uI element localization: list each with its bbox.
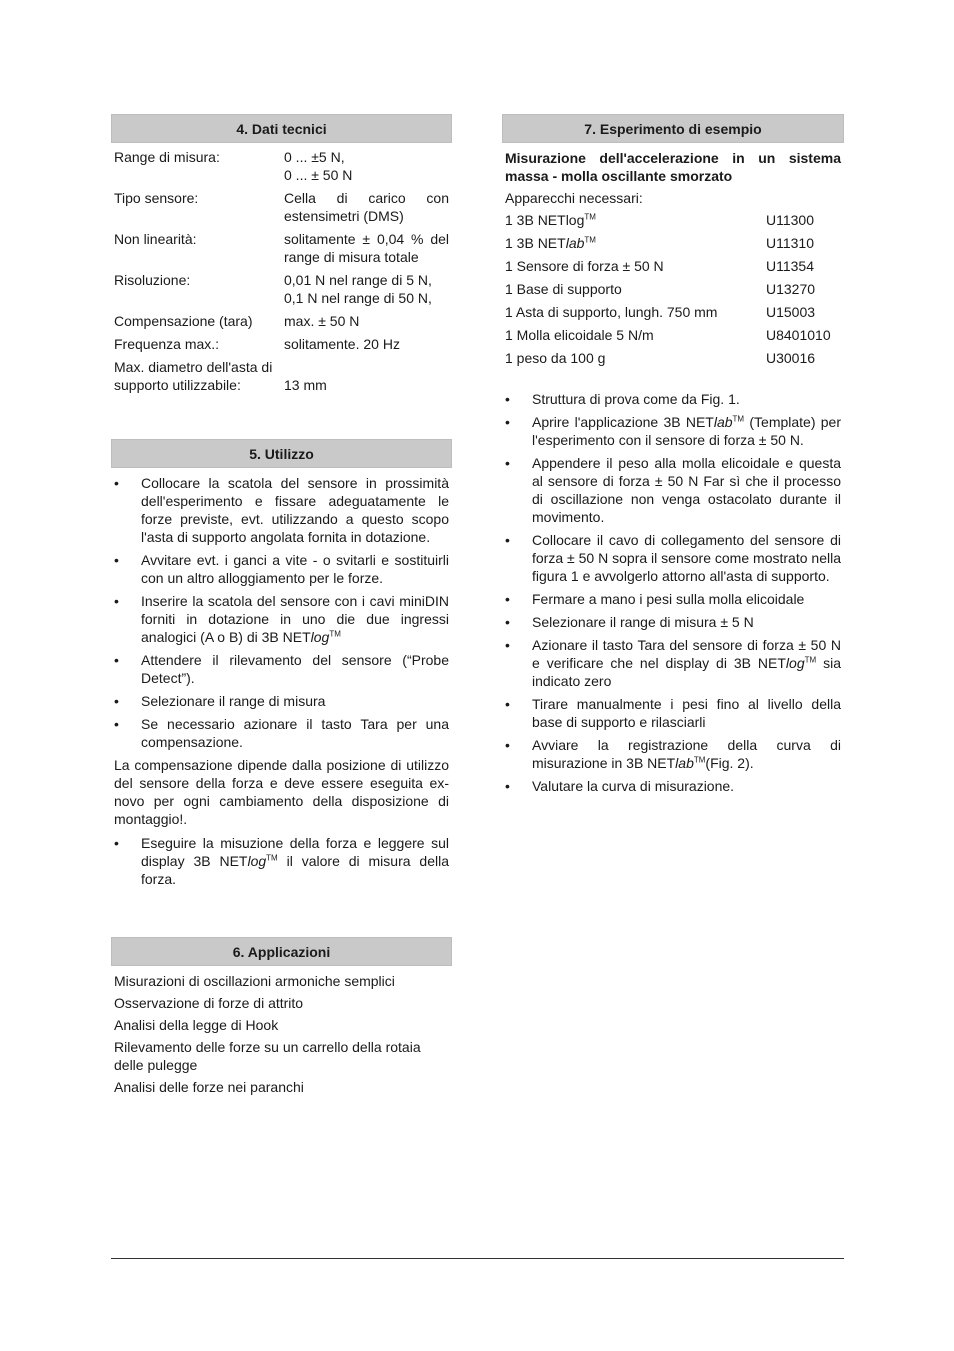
table-row bbox=[111, 271, 452, 312]
equipment-code: U11354 bbox=[766, 258, 815, 274]
spec-value-line: 0,01 N nel range di 5 N, bbox=[284, 272, 432, 288]
list-item: • Struttura di prova come da Fig. 1. bbox=[502, 390, 844, 408]
equipment-name: 1 peso da 100 g bbox=[505, 350, 606, 366]
equipment-table bbox=[502, 211, 844, 372]
list-item: • Fermare a mano i pesi sulla molla elicoidale bbox=[502, 590, 844, 608]
spec-value: solitamente. 20 Hz bbox=[284, 336, 400, 352]
equipment-code: U13270 bbox=[766, 281, 816, 297]
list-item: • Collocare il cavo di collegamento del sensore di forza ± 50 N sopra il sensore come mostrato nella figura 1 e avvolgerlo attorno all'asta di supporto. bbox=[502, 531, 844, 585]
equipment-name: 1 Sensore di forza ± 50 N bbox=[505, 258, 664, 274]
footer-divider bbox=[111, 1258, 844, 1259]
spec-label: Risoluzione: bbox=[114, 272, 191, 288]
spec-label: Range di misura: bbox=[114, 149, 220, 165]
equipment-heading: Apparecchi necessari: bbox=[505, 190, 643, 206]
spec-value bbox=[281, 148, 452, 189]
trademark-mark: TM bbox=[584, 235, 596, 245]
trademark-mark: TM bbox=[329, 629, 341, 639]
spec-label: Compensazione (tara) bbox=[114, 313, 253, 329]
list-item: • Appendere il peso alla molla elicoidale e questa al sensore di forza ± 50 N Far sì che il processo di oscillazione non venga ostacolato durante il movimento. bbox=[502, 454, 844, 526]
list-item: Misurazioni di oscillazioni armoniche semplici bbox=[114, 973, 395, 989]
list-item: • Collocare la scatola del sensore in prossimità dell'esperimento e fissare adeguatamente le forze previste, evt. utilizzando a questo scopo l'asta di supporto angolata fornita in dotazione. bbox=[111, 474, 452, 546]
right-column bbox=[502, 114, 844, 800]
spec-label: Max. diametro dell'asta di supporto utilizzabile: bbox=[114, 359, 273, 393]
list-item: Analisi delle forze nei paranchi bbox=[114, 1079, 304, 1095]
equipment-name bbox=[502, 211, 763, 234]
list-item-text: (Fig. 2). bbox=[705, 755, 754, 771]
usage-list-continued bbox=[111, 834, 452, 888]
product-name-italic: lab bbox=[565, 235, 585, 251]
product-name-italic: log bbox=[310, 629, 330, 645]
product-name-italic: log bbox=[785, 655, 805, 671]
table-row bbox=[111, 335, 452, 358]
trademark-mark: TM bbox=[584, 212, 596, 222]
table-row bbox=[111, 358, 452, 399]
specs-table bbox=[111, 148, 452, 399]
list-item-text: il valore di misura della forza. bbox=[141, 853, 449, 887]
list-item bbox=[502, 413, 844, 449]
list-item-text: sia indicato zero bbox=[532, 655, 841, 689]
list-item-text: Avviare la registrazione della curva di misurazione in 3B NET bbox=[532, 737, 841, 771]
list-item: Osservazione di forze di attrito bbox=[114, 995, 304, 1011]
section-title-esperimento: 7. Esperimento di esempio bbox=[502, 114, 844, 143]
list-item: • Selezionare il range di misura ± 5 N bbox=[502, 613, 844, 631]
spec-value: Cella di carico con estensimetri (DMS) bbox=[284, 190, 449, 224]
equipment-code: U30016 bbox=[766, 350, 816, 366]
list-item: • Se necessario azionare il tasto Tara per una compensazione. bbox=[111, 715, 452, 751]
procedure-list bbox=[502, 390, 844, 795]
list-item-text: (Template) per l'esperimento con il sensore di forza ± 50 N. bbox=[532, 414, 841, 448]
list-item bbox=[111, 834, 452, 888]
equipment-name: 1 Molla elicoidale 5 N/m bbox=[505, 327, 654, 343]
spec-label: Tipo sensore: bbox=[114, 190, 199, 206]
equipment-code: U15003 bbox=[766, 304, 816, 320]
list-item-text: Eseguire la misuzione della forza e leggere sul display 3B NET bbox=[141, 835, 449, 869]
equipment-code: U11310 bbox=[766, 235, 815, 251]
table-row bbox=[502, 326, 844, 349]
list-item: • Selezionare il range di misura bbox=[111, 692, 452, 710]
product-name-italic: log bbox=[247, 853, 267, 869]
list-item: • Tirare manualmente i pesi fino al livello della base di supporto e rilasciarli bbox=[502, 695, 844, 731]
table-row bbox=[111, 148, 452, 189]
spec-value: max. ± 50 N bbox=[284, 313, 360, 329]
table-row bbox=[502, 280, 844, 303]
applications-list bbox=[111, 972, 452, 1096]
list-item-text: Inserire la scatola del sensore con i cavi miniDIN forniti in dotazione in uno die due ingressi analogici (A o B) di 3B NET bbox=[141, 593, 449, 645]
list-item: • Valutare la curva di misurazione. bbox=[502, 777, 844, 795]
list-item bbox=[502, 636, 844, 690]
equipment-name-text: 1 3B NET bbox=[505, 235, 566, 251]
table-row bbox=[502, 349, 844, 372]
equipment-name: 1 Base di supporto bbox=[505, 281, 622, 297]
list-item bbox=[111, 592, 452, 646]
spec-value-line: 0 ... ± 50 N bbox=[284, 167, 353, 183]
equipment-name bbox=[502, 234, 763, 257]
spec-label: Frequenza max.: bbox=[114, 336, 220, 352]
spec-value: solitamente ± 0,04 % del range di misura totale bbox=[284, 231, 449, 265]
trademark-mark: TM bbox=[693, 755, 706, 765]
compensation-note: La compensazione dipende dalla posizione di utilizzo del sensore della forza e deve essere eseguita ex-novo per ogni cambiamento della disposizione di montaggio!. bbox=[114, 757, 449, 827]
table-row bbox=[111, 230, 452, 271]
list-item-text: Aprire l'applicazione 3B NET bbox=[532, 414, 714, 430]
list-item: Analisi della legge di Hook bbox=[114, 1017, 279, 1033]
equipment-name: 1 Asta di supporto, lungh. 750 mm bbox=[505, 304, 718, 320]
table-row bbox=[111, 312, 452, 335]
left-column bbox=[111, 114, 452, 1100]
trademark-mark: TM bbox=[732, 414, 745, 424]
list-item: Rilevamento delle forze su un carrello della rotaia delle pulegge bbox=[114, 1039, 421, 1073]
trademark-mark: TM bbox=[266, 853, 278, 863]
trademark-mark: TM bbox=[804, 655, 817, 665]
table-row bbox=[502, 211, 844, 234]
product-name-italic: lab bbox=[713, 414, 733, 430]
table-row bbox=[502, 234, 844, 257]
section-title-dati-tecnici: 4. Dati tecnici bbox=[111, 114, 452, 143]
spec-value bbox=[281, 271, 452, 312]
experiment-title: Misurazione dell'accelerazione in un sistema massa - molla oscillante smorzato bbox=[505, 150, 841, 184]
spec-value-line: 0 ... ±5 N, bbox=[284, 149, 345, 165]
section-title-utilizzo: 5. Utilizzo bbox=[111, 439, 452, 468]
list-item-text: Azionare il tasto Tara del sensore di forza ± 50 N e verificare che nel display di 3B NET bbox=[532, 637, 841, 671]
usage-list bbox=[111, 474, 452, 751]
equipment-name-text: 1 3B NETlog bbox=[505, 212, 585, 228]
list-item bbox=[502, 736, 844, 772]
table-row bbox=[502, 303, 844, 326]
spec-value: 13 mm bbox=[284, 377, 327, 393]
list-item: • Avvitare evt. i ganci a vite - o svitarli e sostituirli con un altro alloggiamento per le forze. bbox=[111, 551, 452, 587]
table-row bbox=[111, 189, 452, 230]
spec-value-line: 0,1 N nel range di 50 N, bbox=[284, 290, 432, 306]
equipment-code: U8401010 bbox=[766, 327, 831, 343]
table-row bbox=[502, 257, 844, 280]
section-title-applicazioni: 6. Applicazioni bbox=[111, 937, 452, 966]
product-name-italic: lab bbox=[675, 755, 694, 771]
equipment-code: U11300 bbox=[766, 212, 815, 228]
list-item: • Attendere il rilevamento del sensore (“Probe Detect”). bbox=[111, 651, 452, 687]
spec-label: Non linearità: bbox=[114, 231, 197, 247]
